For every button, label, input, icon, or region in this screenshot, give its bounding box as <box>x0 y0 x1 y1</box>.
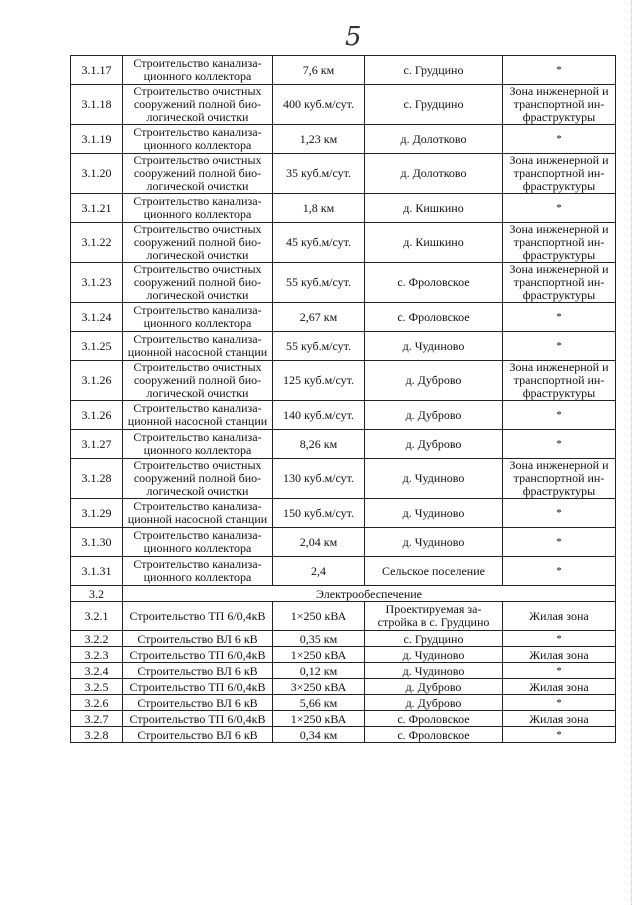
table-row <box>71 711 616 727</box>
row-location: д. Чудиново <box>365 528 503 557</box>
row-capacity: 0,34 км <box>273 727 365 743</box>
row-capacity: 1×250 кВА <box>273 602 365 631</box>
row-number: 3.1.24 <box>71 303 123 332</box>
row-name: Строительство канализа-ционного коллектора <box>123 303 273 332</box>
table-row <box>71 528 616 557</box>
row-location: д. Дуброво <box>365 401 503 430</box>
row-capacity: 0,35 км <box>273 631 365 647</box>
row-location: д. Чудиново <box>365 459 503 499</box>
row-name: Строительство канализа-ционного коллектора <box>123 56 273 85</box>
row-location: д. Кишкино <box>365 223 503 263</box>
row-location: д. Чудиново <box>365 647 503 663</box>
row-name: Строительство канализа-ционного коллектора <box>123 557 273 586</box>
row-number: 3.1.27 <box>71 430 123 459</box>
row-location: д. Чудиново <box>365 332 503 361</box>
row-zone: Зона инженерной и транспортной ин-фраструктуры <box>503 85 616 125</box>
row-name: Строительство канализа-ционного коллектора <box>123 125 273 154</box>
row-capacity: 2,67 км <box>273 303 365 332</box>
row-capacity: 45 куб.м/сут. <box>273 223 365 263</box>
row-number: 3.1.19 <box>71 125 123 154</box>
row-zone: * <box>503 557 616 586</box>
row-zone: * <box>503 56 616 85</box>
table-row <box>71 361 616 401</box>
row-location: с. Грудцино <box>365 631 503 647</box>
row-number: 3.1.20 <box>71 154 123 194</box>
table-row <box>71 430 616 459</box>
table-row <box>71 695 616 711</box>
row-zone: * <box>503 430 616 459</box>
row-name: Строительство ВЛ 6 кВ <box>123 631 273 647</box>
row-zone: Зона инженерной и транспортной ин-фраструктуры <box>503 154 616 194</box>
row-name: Строительство ВЛ 6 кВ <box>123 695 273 711</box>
row-capacity: 2,04 км <box>273 528 365 557</box>
row-name: Строительство ТП 6/0,4кВ <box>123 647 273 663</box>
row-location: д. Дуброво <box>365 695 503 711</box>
row-zone: * <box>503 194 616 223</box>
row-number: 3.2.5 <box>71 679 123 695</box>
row-name: Строительство ВЛ 6 кВ <box>123 663 273 679</box>
section-row <box>71 586 616 602</box>
table-row <box>71 194 616 223</box>
table-row <box>71 125 616 154</box>
section-number: 3.2 <box>71 586 123 602</box>
row-capacity: 400 куб.м/сут. <box>273 85 365 125</box>
row-number: 3.2.2 <box>71 631 123 647</box>
row-number: 3.1.28 <box>71 459 123 499</box>
row-location: с. Грудцино <box>365 85 503 125</box>
row-zone: Зона инженерной и транспортной ин-фраструктуры <box>503 263 616 303</box>
row-capacity: 7,6 км <box>273 56 365 85</box>
row-zone: * <box>503 401 616 430</box>
table-row <box>71 303 616 332</box>
row-zone: Жилая зона <box>503 602 616 631</box>
row-location: д. Чудиново <box>365 663 503 679</box>
row-capacity: 5,66 км <box>273 695 365 711</box>
row-name: Строительство очистных сооружений полной био-логической очистки <box>123 154 273 194</box>
row-number: 3.1.29 <box>71 499 123 528</box>
row-name: Строительство ТП 6/0,4кВ <box>123 711 273 727</box>
row-capacity: 3×250 кВА <box>273 679 365 695</box>
row-capacity: 140 куб.м/сут. <box>273 401 365 430</box>
row-number: 3.2.7 <box>71 711 123 727</box>
row-zone: * <box>503 631 616 647</box>
row-location: д. Дуброво <box>365 361 503 401</box>
table-row <box>71 401 616 430</box>
row-zone: * <box>503 303 616 332</box>
row-capacity: 55 куб.м/сут. <box>273 263 365 303</box>
row-zone: Зона инженерной и транспортной ин-фраструктуры <box>503 459 616 499</box>
row-name: Строительство ВЛ 6 кВ <box>123 727 273 743</box>
table-row <box>71 631 616 647</box>
row-number: 3.2.1 <box>71 602 123 631</box>
row-zone: * <box>503 332 616 361</box>
row-location: д. Дуброво <box>365 679 503 695</box>
table-row <box>71 85 616 125</box>
row-number: 3.1.18 <box>71 85 123 125</box>
row-number: 3.1.25 <box>71 332 123 361</box>
row-location: Проектируемая за-стройка в с. Грудцино <box>365 602 503 631</box>
row-zone: * <box>503 663 616 679</box>
row-zone: Зона инженерной и транспортной ин-фраструктуры <box>503 223 616 263</box>
row-name: Строительство канализа-ционного коллектора <box>123 528 273 557</box>
row-zone: * <box>503 125 616 154</box>
row-name: Строительство канализа-ционного коллектора <box>123 430 273 459</box>
row-name: Строительство очистных сооружений полной био-логической очистки <box>123 223 273 263</box>
row-number: 3.2.3 <box>71 647 123 663</box>
table-row <box>71 647 616 663</box>
row-capacity: 0,12 км <box>273 663 365 679</box>
row-number: 3.1.21 <box>71 194 123 223</box>
row-capacity: 125 куб.м/сут. <box>273 361 365 401</box>
row-location: Сельское поселение <box>365 557 503 586</box>
table-row <box>71 263 616 303</box>
row-location: с. Фроловское <box>365 303 503 332</box>
row-number: 3.2.4 <box>71 663 123 679</box>
section-title: Электрообеспечение <box>123 586 616 602</box>
row-number: 3.1.30 <box>71 528 123 557</box>
table-row <box>71 154 616 194</box>
table-row <box>71 727 616 743</box>
row-number: 3.1.23 <box>71 263 123 303</box>
table-row <box>71 557 616 586</box>
row-number: 3.1.17 <box>71 56 123 85</box>
table-row <box>71 459 616 499</box>
row-capacity: 130 куб.м/сут. <box>273 459 365 499</box>
table-row <box>71 602 616 631</box>
row-location: с. Фроловское <box>365 711 503 727</box>
page-number: 5 <box>345 22 362 52</box>
row-name: Строительство канализа-ционного коллектора <box>123 194 273 223</box>
row-number: 3.1.22 <box>71 223 123 263</box>
row-number: 3.2.6 <box>71 695 123 711</box>
table-row <box>71 56 616 85</box>
row-name: Строительство канализа-ционной насосной станции <box>123 499 273 528</box>
row-name: Строительство очистных сооружений полной био-логической очистки <box>123 459 273 499</box>
table-row <box>71 663 616 679</box>
row-capacity: 150 куб.м/сут. <box>273 499 365 528</box>
row-name: Строительство очистных сооружений полной био-логической очистки <box>123 361 273 401</box>
row-zone: Жилая зона <box>503 711 616 727</box>
row-zone: Зона инженерной и транспортной ин-фраструктуры <box>503 361 616 401</box>
row-name: Строительство очистных сооружений полной био-логической очистки <box>123 85 273 125</box>
row-capacity: 1,23 км <box>273 125 365 154</box>
table-row <box>71 499 616 528</box>
row-capacity: 55 куб.м/сут. <box>273 332 365 361</box>
row-zone: * <box>503 528 616 557</box>
row-location: д. Чудиново <box>365 499 503 528</box>
row-location: с. Фроловское <box>365 263 503 303</box>
row-capacity: 35 куб.м/сут. <box>273 154 365 194</box>
row-capacity: 1×250 кВА <box>273 711 365 727</box>
row-zone: Жилая зона <box>503 679 616 695</box>
row-capacity: 1×250 кВА <box>273 647 365 663</box>
row-name: Строительство ТП 6/0,4кВ <box>123 679 273 695</box>
row-location: с. Фроловское <box>365 727 503 743</box>
row-number: 3.2.8 <box>71 727 123 743</box>
infrastructure-table <box>70 55 616 743</box>
row-capacity: 8,26 км <box>273 430 365 459</box>
row-location: д. Кишкино <box>365 194 503 223</box>
row-zone: * <box>503 695 616 711</box>
row-number: 3.1.31 <box>71 557 123 586</box>
table-row <box>71 332 616 361</box>
table-row <box>71 679 616 695</box>
row-number: 3.1.26 <box>71 361 123 401</box>
row-name: Строительство очистных сооружений полной био-логической очистки <box>123 263 273 303</box>
row-capacity: 1,8 км <box>273 194 365 223</box>
row-name: Строительство ТП 6/0,4кВ <box>123 602 273 631</box>
row-name: Строительство канализа-ционной насосной станции <box>123 332 273 361</box>
row-location: д. Долотково <box>365 125 503 154</box>
row-location: с. Грудцино <box>365 56 503 85</box>
row-number: 3.1.26 <box>71 401 123 430</box>
row-name: Строительство канализа-ционной насосной станции <box>123 401 273 430</box>
row-location: д. Дуброво <box>365 430 503 459</box>
row-zone: * <box>503 727 616 743</box>
table-row <box>71 223 616 263</box>
row-zone: Жилая зона <box>503 647 616 663</box>
scan-edge <box>631 0 640 905</box>
row-zone: * <box>503 499 616 528</box>
row-location: д. Долотково <box>365 154 503 194</box>
row-capacity: 2,4 <box>273 557 365 586</box>
